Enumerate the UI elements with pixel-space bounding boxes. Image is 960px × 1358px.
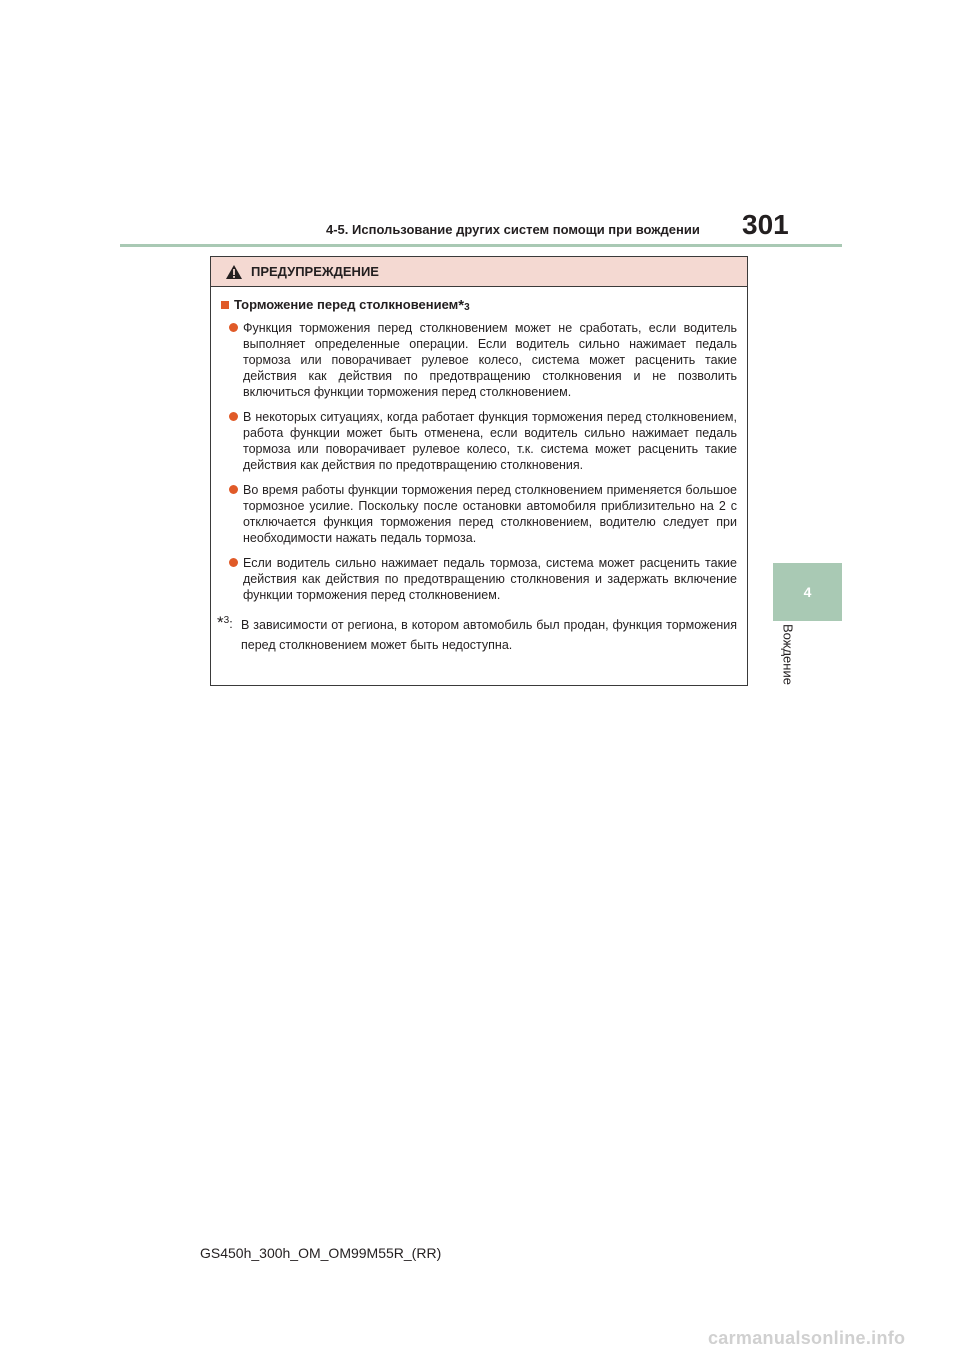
footnote: [217, 613, 737, 655]
list-item: [243, 320, 737, 400]
list-item: [243, 409, 737, 473]
chapter-number: 4: [803, 584, 812, 600]
bullet-dot-icon: [229, 412, 238, 421]
list-item-text: Если водитель сильно нажимает педаль тормоза, система может расценить такие действия как действия по предотвращению столкновения и задержать включение функции торможения перед столкновением.: [243, 556, 737, 602]
header-divider: [120, 244, 842, 247]
section-header-title: 4-5. Использование других систем помощи при вождении: [326, 222, 700, 237]
page-number: 301: [742, 209, 789, 240]
list-item-text: Функция торможения перед столкновением может не сработать, если водитель выполняет определенные операции. Если водитель сильно нажимает педаль тормоза или поворачивает рулевое колесо, система может расценить такие действия как действия по предотвращению столкновения и не позволить включиться функции торможения перед столкновением.: [243, 321, 737, 399]
warning-triangle-icon: [225, 264, 243, 280]
chapter-name: Вождение: [780, 624, 796, 685]
square-bullet-icon: [221, 301, 229, 309]
bullet-dot-icon: [229, 323, 238, 332]
list-item-text: В некоторых ситуациях, когда работает функция торможения перед столкновением, работа функции может быть отменена, если водитель сильно нажимает педаль тормоза или поворачивает рулевое колесо, т.к. система может расценить такие действия как действия по предотвращению столкновения.: [243, 410, 737, 472]
bullet-dot-icon: [229, 558, 238, 567]
footnote-reference[interactable]: *3: [458, 297, 470, 314]
manual-code: GS450h_300h_OM_OM99M55R_(RR): [200, 1245, 442, 1261]
section-title-text: Торможение перед столкновением: [234, 297, 459, 312]
section-title: [221, 297, 747, 314]
list-item-text: Во время работы функции торможения перед столкновением применяется большое тормозное усилие. Поскольку после остановки автомобиля приблизительно на 2 с отключается функция торможения перед столкновением, водителю следует при необходимости нажать педаль тормоза.: [243, 483, 737, 545]
warning-heading: ПРЕДУПРЕЖДЕНИЕ: [251, 264, 379, 279]
watermark: carmanualsonline.info: [708, 1328, 906, 1348]
footnote-text: В зависимости от региона, в котором автомобиль был продан, функция торможения перед столкновением может быть недоступна.: [241, 618, 737, 652]
chapter-tab[interactable]: [773, 563, 842, 621]
list-item: [243, 555, 737, 603]
list-item: [243, 482, 737, 546]
warning-header: [211, 257, 747, 287]
warning-box: [210, 256, 748, 686]
footnote-marker: *$^3$:: [217, 613, 233, 633]
bullet-dot-icon: [229, 485, 238, 494]
